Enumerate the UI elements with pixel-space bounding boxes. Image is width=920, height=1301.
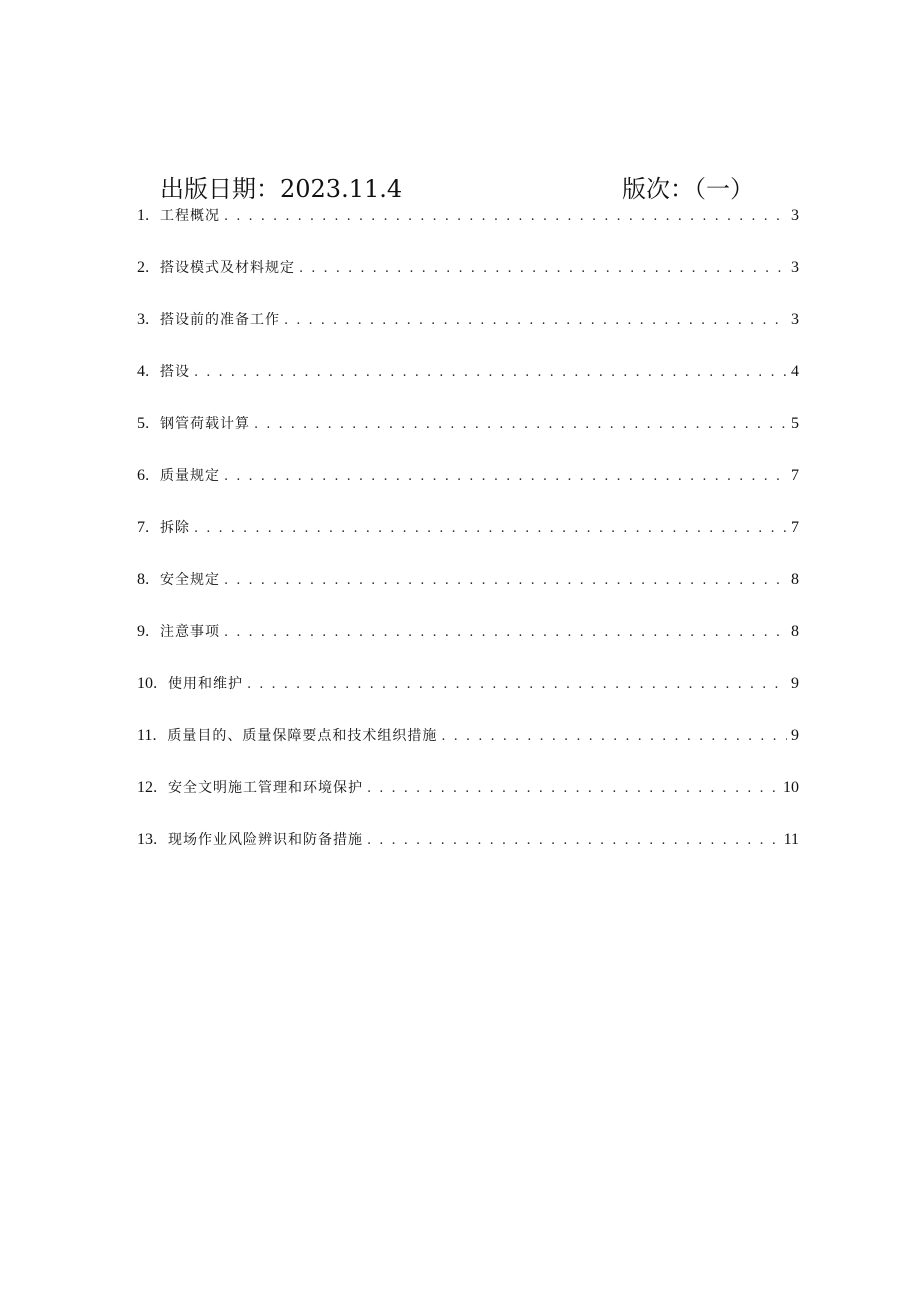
toc-entry-separator: ． — [153, 832, 168, 848]
toc-entry-title: 安全规定 — [160, 572, 220, 588]
toc-entry-separator: ． — [153, 780, 168, 796]
toc-leader-dots — [224, 621, 787, 645]
toc-entry-number: 6 — [137, 467, 145, 484]
toc-entry-title: 注意事项 — [160, 624, 220, 640]
toc-entry-number: 3 — [137, 311, 145, 328]
toc-entry-page: 8 — [791, 623, 799, 640]
toc-entry-title: 使用和维护 — [168, 676, 243, 692]
toc-entry-number: 4 — [137, 363, 145, 380]
toc-entry-number: 11 — [137, 727, 153, 744]
toc-entry-separator: ． — [145, 312, 160, 328]
toc-leader-dots — [224, 569, 787, 593]
toc-entry[interactable] — [137, 672, 799, 724]
toc-entry-separator: ． — [145, 468, 160, 484]
toc-entry-separator: ． — [145, 364, 160, 380]
toc-entry-number: 12 — [137, 779, 153, 796]
toc-entry-number: 10 — [137, 675, 153, 692]
toc-entry[interactable] — [137, 620, 799, 672]
toc-entry[interactable] — [137, 568, 799, 620]
toc-leader-dots — [254, 413, 787, 437]
toc-leader-dots — [194, 517, 787, 541]
toc-entry-separator: ． — [153, 676, 168, 692]
toc-entry-separator: ． — [145, 572, 160, 588]
toc-entry-number: 1 — [137, 207, 145, 224]
toc-entry[interactable] — [137, 828, 799, 880]
toc-entry-title: 现场作业风险辨识和防备措施 — [168, 832, 363, 848]
toc-leader-dots — [441, 725, 787, 749]
toc-leader-dots — [367, 829, 780, 853]
edition-number: 版次：（一） — [622, 175, 754, 203]
toc-leader-dots — [224, 205, 787, 229]
toc-entry-separator: ． — [145, 416, 160, 432]
toc-entry[interactable] — [137, 412, 799, 464]
document-header — [160, 172, 770, 206]
toc-entry-page: 4 — [791, 363, 799, 380]
toc-entry-page: 3 — [791, 207, 799, 224]
toc-entry-page: 11 — [783, 831, 799, 848]
toc-leader-dots — [224, 465, 787, 489]
toc-entry-title: 搭设前的准备工作 — [160, 312, 280, 328]
toc-leader-dots — [299, 257, 787, 281]
toc-entry-separator: ． — [145, 520, 160, 536]
toc-entry-title: 拆除 — [160, 520, 190, 536]
toc-entry-page: 5 — [791, 415, 799, 432]
toc-entry-page: 10 — [783, 779, 799, 796]
toc-entry[interactable] — [137, 516, 799, 568]
toc-entry-page: 3 — [791, 311, 799, 328]
toc-entry-page: 3 — [791, 259, 799, 276]
toc-entry[interactable] — [137, 776, 799, 828]
toc-leader-dots — [247, 673, 787, 697]
toc-entry-number: 7 — [137, 519, 145, 536]
toc-entry-page: 9 — [791, 727, 799, 744]
toc-entry-title: 安全文明施工管理和环境保护 — [168, 780, 363, 796]
toc-entry-page: 7 — [791, 467, 799, 484]
toc-leader-dots — [284, 309, 787, 333]
toc-entry-separator: ． — [145, 624, 160, 640]
toc-entry[interactable] — [137, 204, 799, 256]
toc-entry[interactable] — [137, 724, 799, 776]
toc-entry[interactable] — [137, 256, 799, 308]
toc-entry-separator: ． — [152, 728, 168, 744]
toc-entry-title: 工程概况 — [160, 208, 220, 224]
toc-entry-number: 13 — [137, 831, 153, 848]
toc-entry-number: 9 — [137, 623, 145, 640]
toc-entry-number: 8 — [137, 571, 145, 588]
toc-entry-title: 质量规定 — [160, 468, 220, 484]
toc-entry-separator: ． — [145, 260, 160, 276]
toc-entry-page: 7 — [791, 519, 799, 536]
toc-entry-title: 搭设 — [160, 364, 190, 380]
toc-entry-page: 9 — [791, 675, 799, 692]
table-of-contents — [137, 204, 799, 880]
toc-entry-title: 搭设模式及材料规定 — [160, 260, 295, 276]
toc-entry-separator: ． — [145, 208, 160, 224]
toc-entry[interactable] — [137, 360, 799, 412]
toc-entry-page: 8 — [791, 571, 799, 588]
toc-entry-number: 2 — [137, 259, 145, 276]
toc-entry-title: 质量目的、质量保障要点和技术组织措施 — [167, 728, 438, 744]
toc-leader-dots — [194, 361, 787, 385]
toc-leader-dots — [367, 777, 779, 801]
toc-entry[interactable] — [137, 308, 799, 360]
toc-entry-title: 钢管荷载计算 — [160, 416, 250, 432]
toc-entry-number: 5 — [137, 415, 145, 432]
toc-entry[interactable] — [137, 464, 799, 516]
publish-date: 出版日期：2023.11.4 — [160, 175, 403, 203]
